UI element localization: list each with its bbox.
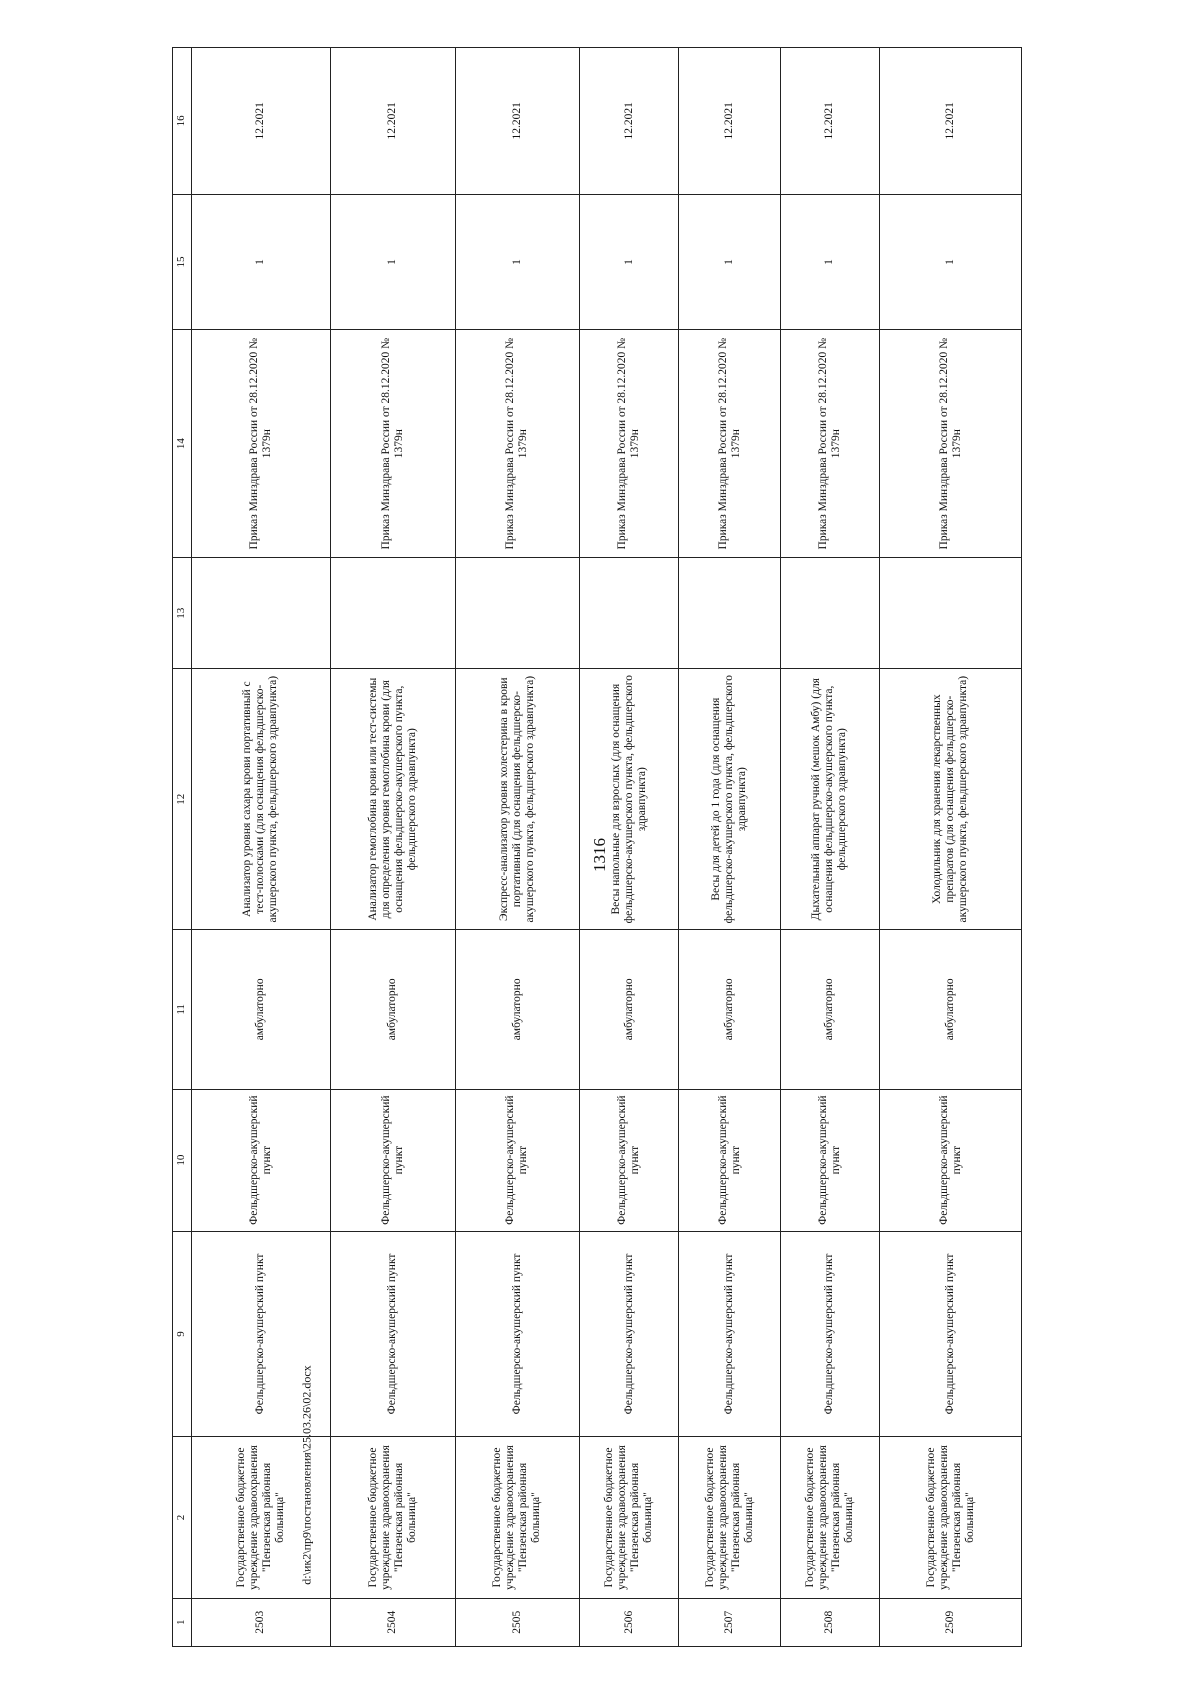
order-cell: Приказ Минздрава России от 28.12.2020 № 1379н — [191, 330, 331, 558]
empty-cell — [455, 558, 579, 669]
table-row — [880, 48, 1022, 1647]
row-number: 2509 — [880, 1598, 1022, 1646]
quantity-cell: 1 — [880, 194, 1022, 330]
care-form-cell: амбулаторно — [191, 929, 331, 1089]
header-cell: 1 — [173, 1598, 192, 1646]
header-cell: 16 — [173, 48, 192, 195]
facility-cell: Фельдшерско-акушерский пункт — [580, 1231, 679, 1437]
facility-type-cell: Фельдшерско-акушерский пункт — [455, 1089, 579, 1231]
table-row — [780, 48, 879, 1647]
date-cell: 12.2021 — [679, 48, 780, 195]
quantity-cell: 1 — [331, 194, 455, 330]
equipment-cell: Анализатор уровня сахара крови портативный с тест-полосками (для оснащения фельдшерско-акушерского пункта, фельдшерского здравпункта) — [191, 669, 331, 929]
institution-cell: Государственное бюджетное учреждение здравоохранения "Пензенская районная больница" — [191, 1437, 331, 1598]
facility-cell: Фельдшерско-акушерский пункт — [191, 1231, 331, 1437]
quantity-cell: 1 — [455, 194, 579, 330]
order-cell: Приказ Минздрава России от 28.12.2020 № 1379н — [679, 330, 780, 558]
facility-type-cell: Фельдшерско-акушерский пункт — [331, 1089, 455, 1231]
facility-type-cell: Фельдшерско-акушерский пункт — [780, 1089, 879, 1231]
header-cell: 9 — [173, 1231, 192, 1437]
order-cell: Приказ Минздрава России от 28.12.2020 № 1379н — [580, 330, 679, 558]
date-cell: 12.2021 — [880, 48, 1022, 195]
institution-cell: Государственное бюджетное учреждение здравоохранения "Пензенская районная больница" — [580, 1437, 679, 1598]
empty-cell — [580, 558, 679, 669]
row-number: 2505 — [455, 1598, 579, 1646]
empty-cell — [880, 558, 1022, 669]
date-cell: 12.2021 — [191, 48, 331, 195]
facility-type-cell: Фельдшерско-акушерский пункт — [880, 1089, 1022, 1231]
care-form-cell: амбулаторно — [780, 929, 879, 1089]
quantity-cell: 1 — [580, 194, 679, 330]
institution-cell: Государственное бюджетное учреждение здравоохранения "Пензенская районная больница" — [455, 1437, 579, 1598]
date-cell: 12.2021 — [331, 48, 455, 195]
date-cell: 12.2021 — [455, 48, 579, 195]
facility-cell: Фельдшерско-акушерский пункт — [880, 1231, 1022, 1437]
header-cell: 2 — [173, 1437, 192, 1598]
table-row — [455, 48, 579, 1647]
institution-cell: Государственное бюджетное учреждение здравоохранения "Пензенская районная больница" — [679, 1437, 780, 1598]
quantity-cell: 1 — [679, 194, 780, 330]
footer-file-path — [296, 1265, 318, 1685]
care-form-cell: амбулаторно — [331, 929, 455, 1089]
empty-cell — [780, 558, 879, 669]
empty-cell — [331, 558, 455, 669]
institution-cell: Государственное бюджетное учреждение здравоохранения "Пензенская районная больница" — [780, 1437, 879, 1598]
equipment-cell: Весы для детей до 1 года (для оснащения фельдшерско-акушерского пункта, фельдшерского здравпункта) — [679, 669, 780, 929]
care-form-cell: амбулаторно — [580, 929, 679, 1089]
institution-cell: Государственное бюджетное учреждение здравоохранения "Пензенская районная больница" — [880, 1437, 1022, 1598]
header-cell: 14 — [173, 330, 192, 558]
order-cell: Приказ Минздрава России от 28.12.2020 № 1379н — [331, 330, 455, 558]
header-row — [173, 48, 192, 1647]
facility-cell: Фельдшерско-акушерский пункт — [679, 1231, 780, 1437]
order-cell: Приказ Минздрава России от 28.12.2020 № 1379н — [455, 330, 579, 558]
header-cell: 12 — [173, 669, 192, 929]
order-cell: Приказ Минздрава России от 28.12.2020 № 1379н — [780, 330, 879, 558]
row-number: 2503 — [191, 1598, 331, 1646]
row-number: 2506 — [580, 1598, 679, 1646]
table-row — [331, 48, 455, 1647]
facility-cell: Фельдшерско-акушерский пункт — [780, 1231, 879, 1437]
quantity-cell: 1 — [191, 194, 331, 330]
row-number: 2507 — [679, 1598, 780, 1646]
table-row — [679, 48, 780, 1647]
header-cell: 13 — [173, 558, 192, 669]
facility-cell: Фельдшерско-акушерский пункт — [331, 1231, 455, 1437]
row-number: 2508 — [780, 1598, 879, 1646]
quantity-cell: 1 — [780, 194, 879, 330]
equipment-cell: Весы напольные для взрослых (для оснащения фельдшерско-акушерского пункта, фельдшерского здравпункта) — [580, 669, 679, 929]
header-cell: 10 — [173, 1089, 192, 1231]
page-number-text: 1316 — [590, 838, 609, 872]
order-cell: Приказ Минздрава России от 28.12.2020 № 1379н — [880, 330, 1022, 558]
header-cell: 15 — [173, 194, 192, 330]
care-form-cell: амбулаторно — [455, 929, 579, 1089]
care-form-cell: амбулаторно — [880, 929, 1022, 1089]
equipment-cell: Анализатор гемоглобина крови или тест-системы для определения уровня гемоглобина крови (для оснащения фельдшерско-акушерского пункта, фельдшерского здравпункта) — [331, 669, 455, 929]
facility-type-cell: Фельдшерско-акушерский пункт — [580, 1089, 679, 1231]
table-row — [580, 48, 679, 1647]
equipment-cell: Дыхательный аппарат ручной (мешок Амбу) (для оснащения фельдшерско-акушерского пункта, фельдшерского здравпункта) — [780, 669, 879, 929]
facility-cell: Фельдшерско-акушерский пункт — [455, 1231, 579, 1437]
equipment-cell: Холодильник для хранения лекарственных препаратов (для оснащения фельдшерско-акушерского пункта, фельдшерского здравпункта) — [880, 669, 1022, 929]
date-cell: 12.2021 — [580, 48, 679, 195]
empty-cell — [679, 558, 780, 669]
equipment-cell: Экспресс-анализатор уровня холестерина в крови портативный (для оснащения фельдшерско-акушерского пункта, фельдшерского здравпункта) — [455, 669, 579, 929]
footer-path-text: d:\ик2\пр9\постановления\25.03.26\02.docx — [299, 1365, 314, 1585]
facility-type-cell: Фельдшерско-акушерский пункт — [679, 1089, 780, 1231]
facility-type-cell: Фельдшерско-акушерский пункт — [191, 1089, 331, 1231]
header-cell: 11 — [173, 929, 192, 1089]
date-cell: 12.2021 — [780, 48, 879, 195]
institution-cell: Государственное бюджетное учреждение здравоохранения "Пензенская районная больница" — [331, 1437, 455, 1598]
care-form-cell: амбулаторно — [679, 929, 780, 1089]
empty-cell — [191, 558, 331, 669]
row-number: 2504 — [331, 1598, 455, 1646]
